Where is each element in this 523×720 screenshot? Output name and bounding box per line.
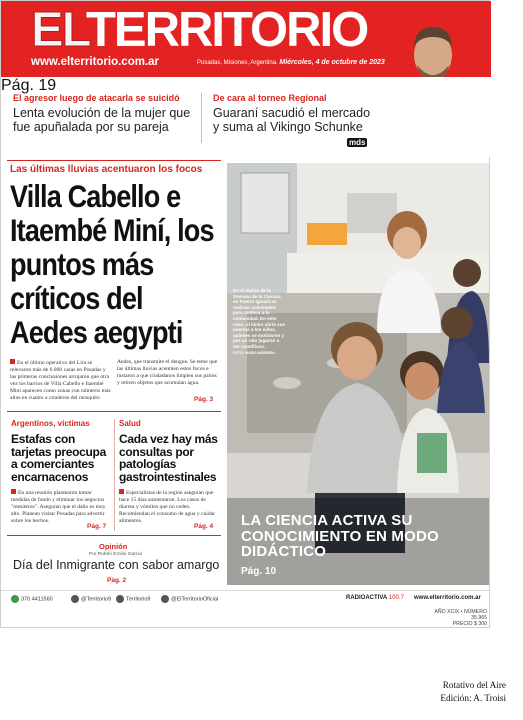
opinion-headline[interactable]: Día del Inmigrante con sabor amargo (13, 558, 220, 572)
footer-radio[interactable] (346, 595, 404, 601)
logo-el: EL (31, 3, 86, 57)
opinion-page: Pág. 2 (107, 577, 127, 584)
story-left-section: Argentinos, víctimas (11, 419, 90, 428)
footer-twitter[interactable] (71, 595, 111, 603)
lead-body-col1 (10, 359, 111, 402)
lead-page: Pág. 3 (194, 396, 214, 403)
opinion-top-rule (7, 535, 221, 536)
teaser-row (1, 77, 491, 157)
story-left-body-text: En una reunión plantearon tomar medidas de fondo y eliminar los negocios "mesiteros". Aseguran que el daño es muy alto. Planean visitar Posadas para advertir sobre los hechos. (11, 490, 106, 524)
teaser-sports[interactable] (213, 93, 373, 134)
teaser-crime-kicker: El agresor luego de atacarla se suicidó (13, 93, 180, 103)
story-right-section: Salud (119, 419, 141, 428)
whatsapp-number: 370 4411560 (21, 596, 53, 603)
lead-headline[interactable]: Villa Cabello e Itaembé Miní, los puntos más críticos del Aedes aegypti (10, 178, 214, 350)
dateline-date: Miércoles, 4 de octubre de 2023 (279, 59, 385, 66)
photo-headline[interactable]: LA CIENCIA ACTIVA SU CONOCIMIENTO EN MODO DIDÁCTICO (241, 512, 439, 560)
radio-name: RADIOACTIVA (346, 595, 388, 601)
story-left-headline[interactable]: Estafas con tarjetas preocupa a comerciantes encarnacenos (11, 432, 106, 484)
twitter-handle: @Territorio9 (81, 596, 112, 603)
footer-facebook[interactable] (116, 595, 150, 603)
opinion-byline: Por Rubén Emilio García (89, 552, 143, 557)
masthead-url[interactable]: www.elterritorio.com.ar (31, 56, 160, 68)
footer-instagram[interactable] (161, 595, 218, 603)
teaser-divider (201, 93, 202, 143)
newspaper-logo (31, 5, 367, 55)
story-left-page: Pág. 7 (87, 523, 107, 530)
story-right-body-text: Especialistas de la región aseguran que hace 15 días aumentaron. Los casos de diarrea y vómitos que no ceden. Recomiendan el consumo de agua y cuidar alimentos. (119, 490, 215, 524)
logo-territorio: TERRITORIO (85, 3, 368, 57)
teaser-crime[interactable] (13, 93, 198, 134)
story-divider (114, 419, 115, 531)
teaser-crime-page: Pág. 19 (1, 77, 57, 94)
lead-body-col2: Aedes, que transmite el dengue. Se teme que las últimas lluvias acentúen estos focos e instaron a que ciudadanos limpien sus patios y retiren objetos que acumulan agua. (117, 359, 218, 386)
instagram-handle: @ElTerritorioOficial (171, 596, 219, 603)
credits-line-1: Rotativo del Aire (442, 680, 506, 690)
footer-whatsapp[interactable] (11, 595, 53, 603)
issue-price: PRECIO $ 300 (452, 621, 487, 627)
facebook-handle: Territorio9 (126, 596, 151, 603)
issue-number: AÑO XCIX • NÚMERO 35.965 (434, 609, 487, 621)
lead-kicker: Las últimas lluvias acentuaron los focos (10, 164, 203, 175)
teaser-sports-kicker: De cara al torneo Regional (213, 93, 327, 103)
twitter-icon (71, 595, 79, 603)
bullet-icon (119, 489, 124, 494)
footer-url[interactable]: www.elterritorio.com.ar (414, 595, 481, 601)
photo-credit: FOTO: MARIA MOREIRA (233, 350, 275, 355)
edition-credits (420, 679, 506, 705)
story-right-body (119, 489, 219, 525)
issue-info (421, 609, 487, 627)
dateline-location: Posadas, Misiones, Argentina. (197, 60, 278, 66)
facebook-icon (116, 595, 124, 603)
lead-bottom-rule (7, 411, 221, 412)
story-right-headline[interactable]: Cada vez hay más consultas por patologías gastrointestinales (119, 432, 218, 484)
opinion-label: Opinión (99, 542, 128, 551)
lead-top-rule (7, 160, 221, 161)
teaser-crime-headline: Lenta evolución de la mujer que fue apuñalada por su pareja (13, 106, 191, 134)
whatsapp-icon (11, 595, 19, 603)
photo-page: Pág. 10 (241, 566, 277, 577)
photo-caption-text: En el marco de la Semana de la Ciencia, en Puerto Iguazú se realizan actividades para motivar a la comunidad. En este caso, el limbo abrió sus puertas a los niños, quienes se motivaron y por un rato jugaron a ser científicos. (233, 288, 286, 349)
mds-badge: mds (349, 138, 366, 147)
story-left-body (11, 489, 111, 525)
photo-caption (233, 288, 287, 356)
bullet-icon (11, 489, 16, 494)
teaser-sports-headline: Guaraní sacudió el mercado y suma al Vikingo Schunke (213, 106, 371, 134)
dateline (197, 59, 385, 66)
instagram-icon (161, 595, 169, 603)
credits-line-2: Edición: A. Troisi (440, 693, 506, 703)
lead-body-col1-text: En el último operativo del Lira se relevaron más de 6.000 casas en Posadas y las primeras conclusiones arrojaron que otra vez los barrios de Villa Cabello e Itaembé Miní aparecen como zonas con números más altos en cuanto a criaderos del mosquito (10, 360, 111, 401)
bullet-icon (10, 359, 15, 364)
story-right-page: Pág. 4 (194, 523, 214, 530)
radio-frequency: 100.7 (388, 595, 404, 601)
